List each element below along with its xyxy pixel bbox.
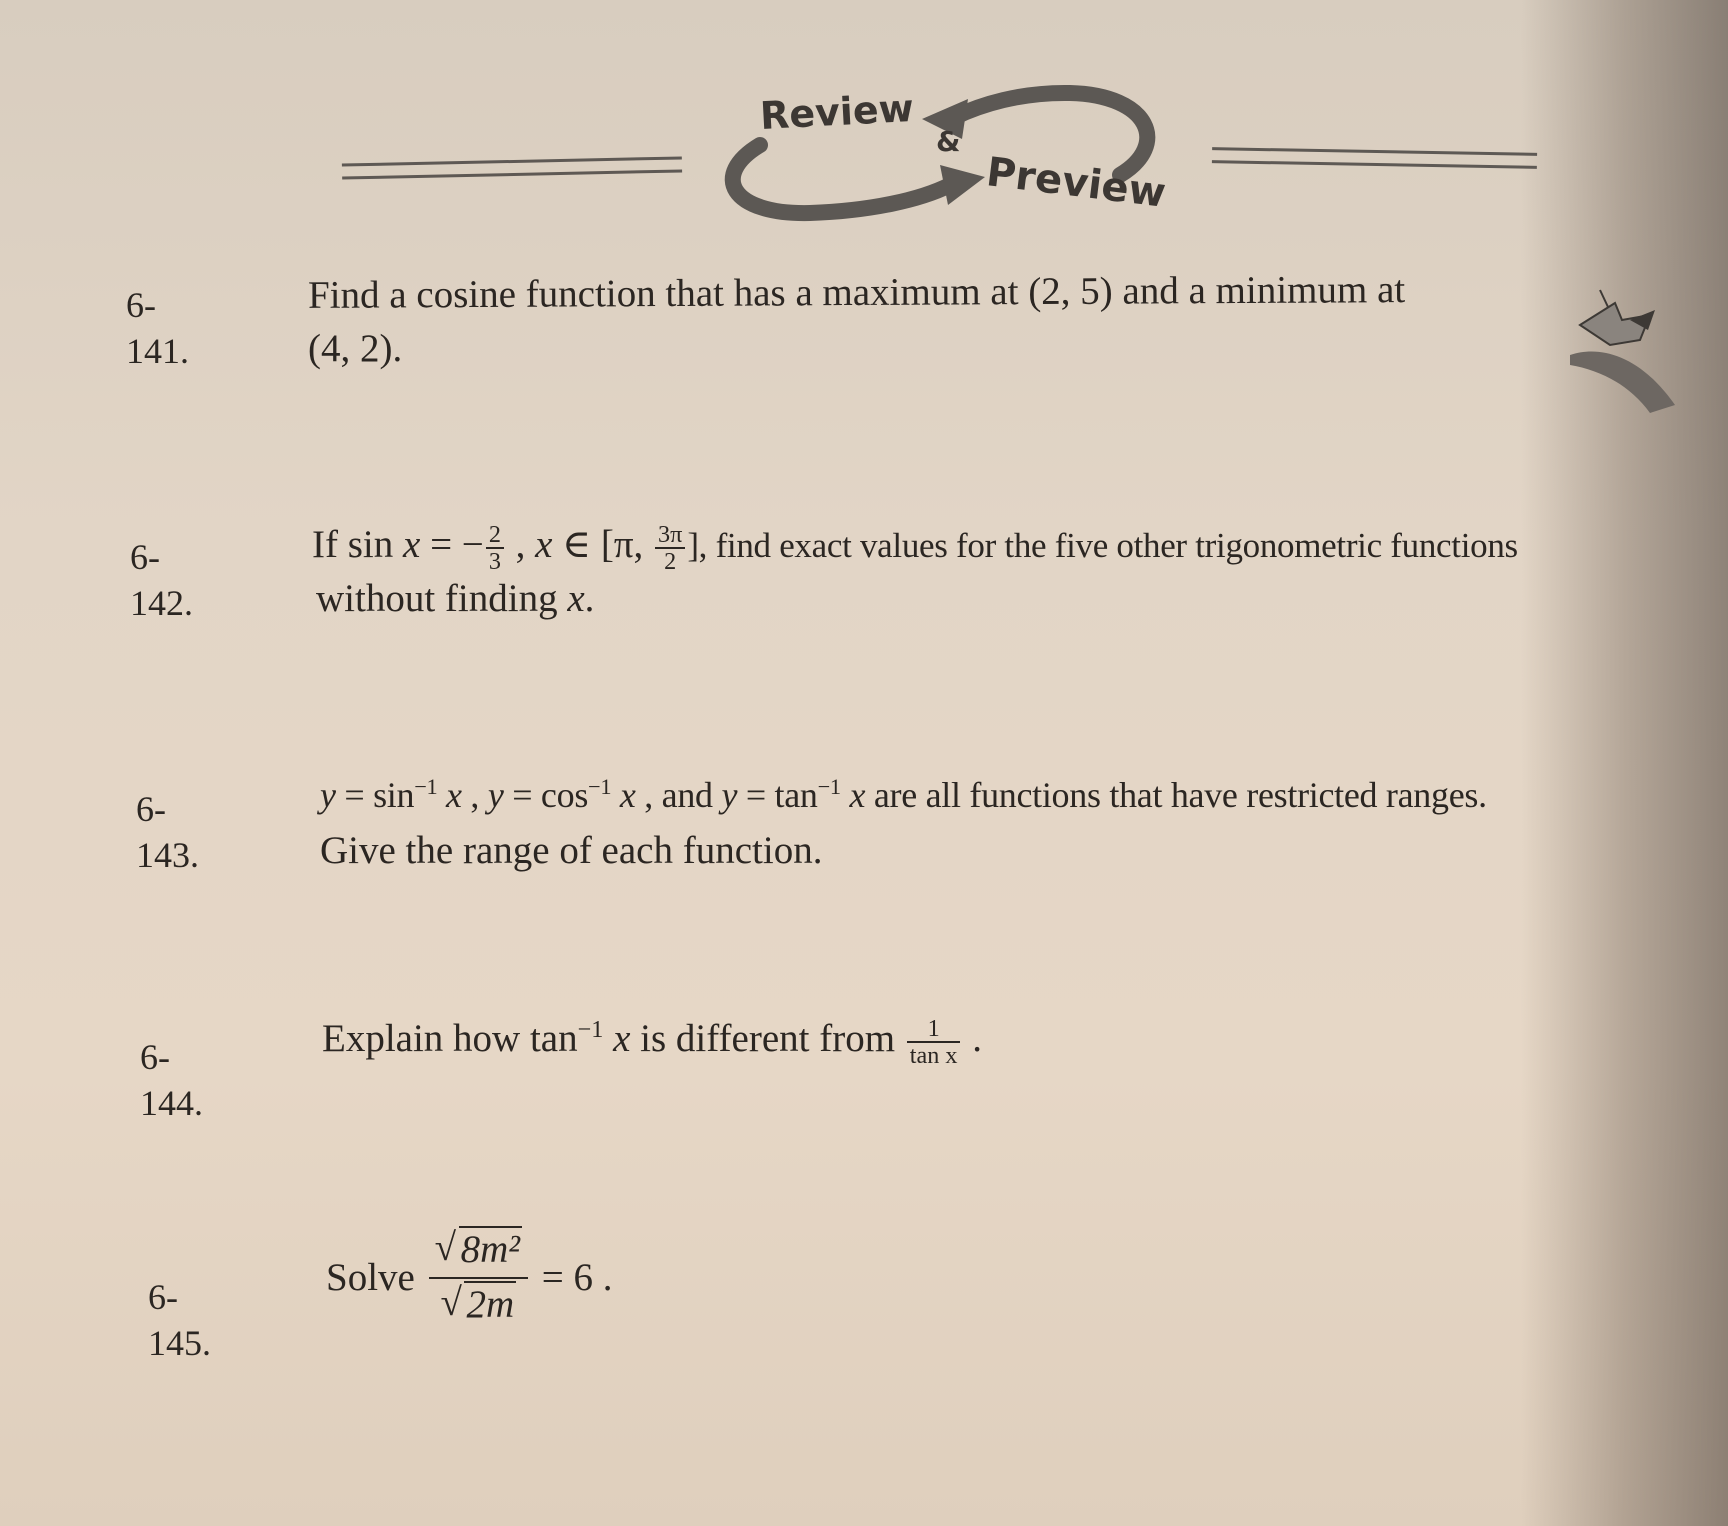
variable-x: x bbox=[567, 577, 585, 620]
problem-text-line1 bbox=[326, 1226, 612, 1330]
square-root-symbol bbox=[440, 1281, 516, 1330]
inverse-exponent: −1 bbox=[577, 1016, 604, 1043]
fraction-numerator: 2 bbox=[486, 522, 504, 549]
radicand: 2m bbox=[466, 1282, 515, 1326]
variable-y: y bbox=[721, 775, 738, 815]
square-root-symbol bbox=[435, 1226, 522, 1275]
problem-text-line2: Give the range of each function. bbox=[320, 829, 823, 872]
fraction-numerator: 1 bbox=[907, 1016, 961, 1043]
variable-y: y bbox=[487, 775, 504, 815]
variable-x: x bbox=[603, 1017, 631, 1060]
problem-text-line1 bbox=[320, 772, 1487, 818]
banner-rule-right bbox=[1212, 147, 1537, 169]
banner-ampersand: & bbox=[936, 125, 961, 158]
text-restricted-ranges: are all functions that have restricted ranges. bbox=[865, 775, 1487, 815]
variable-x: x bbox=[437, 775, 462, 815]
problem-text-line1 bbox=[312, 520, 1518, 574]
radicand: 8m² bbox=[460, 1228, 520, 1271]
fraction-one-over-tan-x bbox=[907, 1016, 961, 1069]
problem-number: 6-144. bbox=[140, 1037, 203, 1124]
text-equals-sin: = sin bbox=[335, 775, 415, 815]
inverse-exponent: −1 bbox=[588, 774, 612, 799]
banner-rule-left bbox=[342, 156, 682, 179]
text-comma: , bbox=[461, 775, 488, 815]
problem-number: 6-142. bbox=[130, 537, 193, 624]
text-explain-how-tan: Explain how tan bbox=[322, 1017, 578, 1060]
variable-y: y bbox=[320, 775, 336, 815]
text-solve: Solve bbox=[326, 1255, 425, 1299]
text-equals-six: = 6 . bbox=[531, 1255, 613, 1299]
text-equals-minus: = − bbox=[420, 523, 484, 566]
text-if-sin: If sin bbox=[312, 523, 403, 566]
text-instruction: ], find exact values for the five other trigonometric functions bbox=[687, 526, 1518, 565]
problem-number: 6-141. bbox=[126, 285, 189, 372]
problem-number: 6-143. bbox=[136, 789, 199, 876]
fraction-numerator bbox=[429, 1226, 528, 1279]
problem-text-line1: Find a cosine function that has a maximum at (2, 5) and a minimum at bbox=[307, 268, 1406, 317]
review-preview-banner bbox=[330, 60, 1560, 230]
text-comma: , bbox=[505, 523, 536, 566]
inverse-exponent: −1 bbox=[414, 774, 438, 799]
fraction-two-thirds bbox=[486, 522, 504, 575]
problem-text-line2 bbox=[316, 574, 594, 624]
text-period: . bbox=[584, 577, 595, 620]
banner-review-word: Review bbox=[758, 86, 915, 138]
fraction-denominator: 2 bbox=[664, 548, 677, 576]
text-is-different-from: is different from bbox=[630, 1017, 905, 1060]
variable-x: x bbox=[840, 775, 866, 815]
variable-x: x bbox=[403, 523, 421, 566]
text-without-finding: without finding bbox=[316, 577, 568, 620]
fraction-denominator bbox=[429, 1279, 528, 1330]
fraction-numerator: 3π bbox=[655, 522, 685, 549]
text-equals-tan: = tan bbox=[737, 775, 818, 815]
problem-number: 6-145. bbox=[148, 1277, 211, 1364]
text-and: , and bbox=[635, 775, 722, 815]
problem-text-line2: (4, 2). bbox=[308, 327, 403, 370]
fraction-denominator: tan x bbox=[909, 1042, 958, 1070]
text-period: . bbox=[962, 1017, 982, 1060]
text-interval-start: ∈ [π, bbox=[552, 523, 654, 566]
problem-text-line1 bbox=[322, 1014, 982, 1068]
radical-fraction bbox=[429, 1226, 528, 1330]
inverse-exponent: −1 bbox=[817, 774, 841, 799]
fraction-three-pi-over-two bbox=[655, 522, 685, 575]
banner-preview-word: Preview bbox=[983, 149, 1169, 217]
text-equals-cos: = cos bbox=[503, 775, 589, 815]
variable-x: x bbox=[535, 523, 553, 566]
bird-mascot-icon bbox=[1560, 285, 1690, 420]
fraction-denominator: 3 bbox=[488, 548, 501, 576]
variable-x: x bbox=[611, 775, 636, 815]
